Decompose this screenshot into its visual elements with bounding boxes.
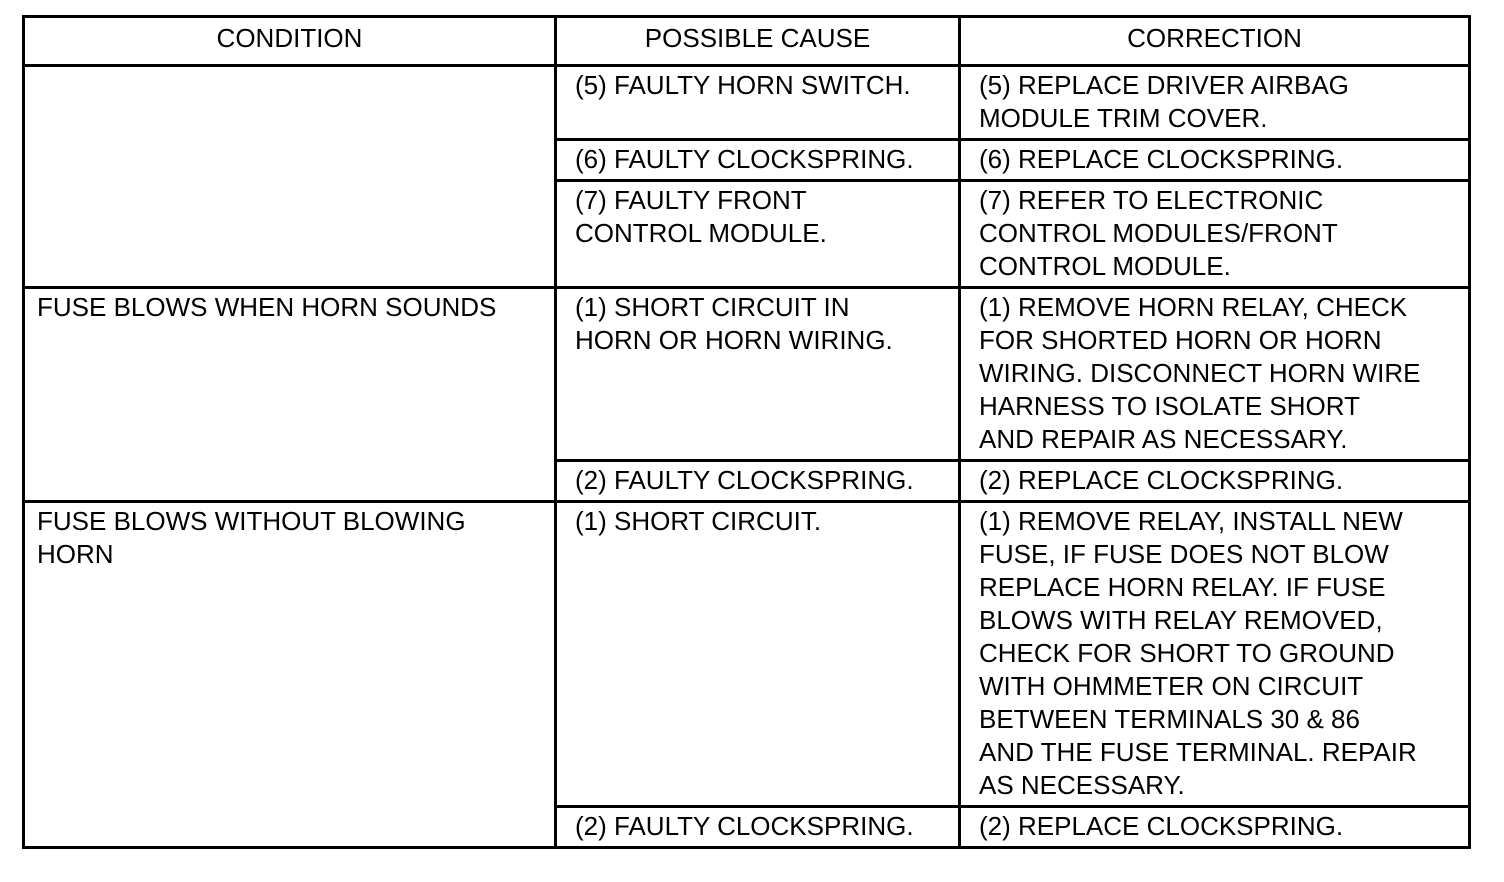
correction-cell: (2) REPLACE CLOCKSPRING. bbox=[960, 461, 1470, 502]
cause-cell: (7) FAULTY FRONT CONTROL MODULE. bbox=[556, 181, 960, 288]
condition-cell: FUSE BLOWS WITHOUT BLOWING HORN bbox=[24, 502, 556, 848]
header-possible-cause: POSSIBLE CAUSE bbox=[556, 17, 960, 66]
condition-cell bbox=[24, 66, 556, 288]
diagnosis-table bbox=[22, 15, 1471, 849]
header-row bbox=[24, 17, 1470, 66]
cause-cell: (2) FAULTY CLOCKSPRING. bbox=[556, 461, 960, 502]
cause-cell: (1) SHORT CIRCUIT. bbox=[556, 502, 960, 807]
header-condition: CONDITION bbox=[24, 17, 556, 66]
correction-cell: (1) REMOVE HORN RELAY, CHECK FOR SHORTED HORN OR HORN WIRING. DISCONNECT HORN WIRE HARNESS TO ISOLATE SHORT AND REPAIR AS NECESSARY. bbox=[960, 288, 1470, 461]
correction-cell: (1) REMOVE RELAY, INSTALL NEW FUSE, IF FUSE DOES NOT BLOW REPLACE HORN RELAY. IF FUSE BLOWS WITH RELAY REMOVED, CHECK FOR SHORT TO GROUND WITH OHMMETER ON CIRCUIT BETWEEN TERMINALS 30 & 86 AND THE FUSE TERMINAL. REPAIR AS NECESSARY. bbox=[960, 502, 1470, 807]
table-row bbox=[24, 288, 1470, 461]
header-correction: CORRECTION bbox=[960, 17, 1470, 66]
table-row bbox=[24, 66, 1470, 140]
correction-cell: (6) REPLACE CLOCKSPRING. bbox=[960, 140, 1470, 181]
correction-cell: (7) REFER TO ELECTRONIC CONTROL MODULES/FRONT CONTROL MODULE. bbox=[960, 181, 1470, 288]
correction-cell: (5) REPLACE DRIVER AIRBAG MODULE TRIM COVER. bbox=[960, 66, 1470, 140]
cause-cell: (5) FAULTY HORN SWITCH. bbox=[556, 66, 960, 140]
condition-cell: FUSE BLOWS WHEN HORN SOUNDS bbox=[24, 288, 556, 502]
table-body bbox=[24, 66, 1470, 848]
table-row bbox=[24, 502, 1470, 807]
correction-cell: (2) REPLACE CLOCKSPRING. bbox=[960, 807, 1470, 848]
cause-cell: (6) FAULTY CLOCKSPRING. bbox=[556, 140, 960, 181]
cause-cell: (2) FAULTY CLOCKSPRING. bbox=[556, 807, 960, 848]
cause-cell: (1) SHORT CIRCUIT IN HORN OR HORN WIRING. bbox=[556, 288, 960, 461]
